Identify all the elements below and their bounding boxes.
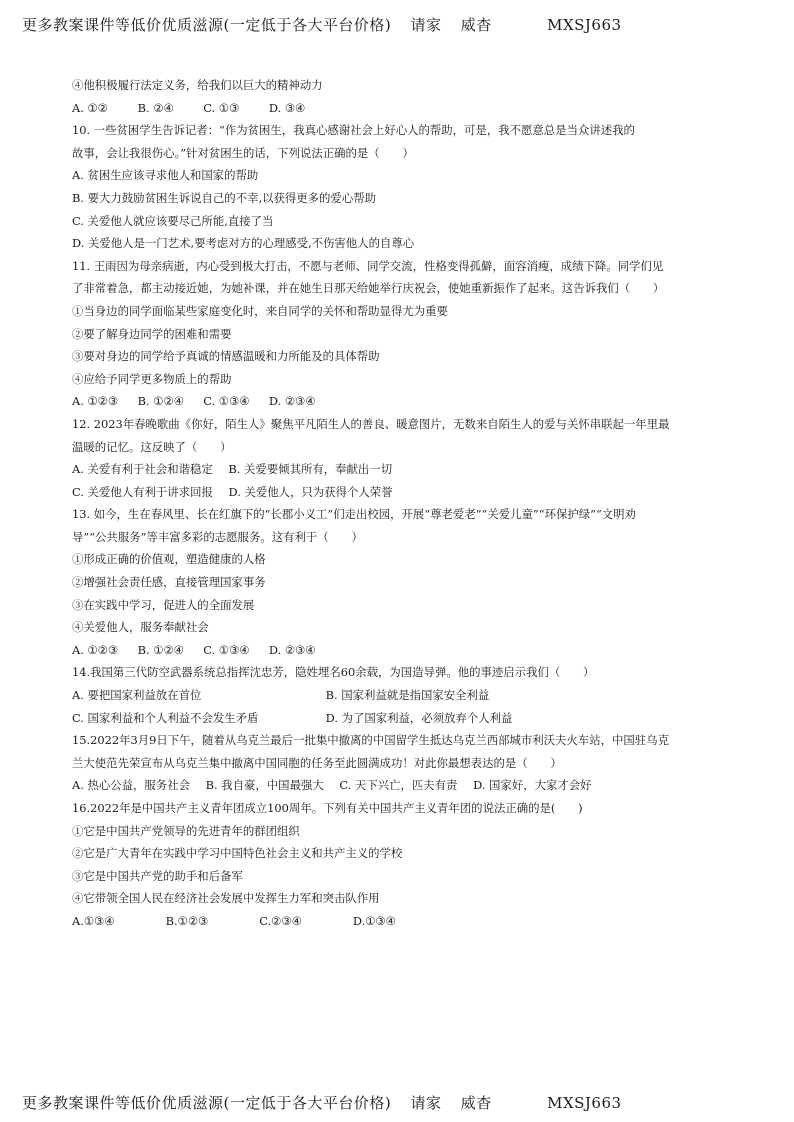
banner-code: MXSJ663 <box>547 1094 622 1112</box>
q12-options-ab <box>72 458 732 481</box>
q16-option-a: A.①③④ <box>72 913 115 928</box>
q14-option-b: B. 国家利益就是指国家安全利益 <box>325 688 490 703</box>
q11-item-4: ④应给予同学更多物质上的帮助 <box>72 371 232 386</box>
q15-stem-line-1: 15.2022年3月9日下午，随着从乌克兰最后一批集中撤离的中国留学生抵达乌克兰西部城市利沃夫火车站，中国驻乌克 <box>72 733 669 748</box>
q14-option-c: C. 国家利益和个人利益不会发生矛盾 <box>72 710 259 725</box>
q16-item-4: ④它带领全国人民在经济社会发展中发挥生力军和突击队作用 <box>72 891 380 906</box>
q15-options <box>72 774 732 797</box>
q9-option-c: C. ①③ <box>203 100 240 115</box>
q11-options <box>72 390 732 413</box>
q9-item-4: ④他积极履行法定义务，给我们以巨大的精神动力 <box>72 78 323 92</box>
q16-options <box>72 910 732 933</box>
q14-stem: 14.我国第三代防空武器系统总指挥沈忠芳，隐姓埋名60余载，为国造导弹。他的事迹启示我们（ ） <box>72 665 595 680</box>
q13-item-4: ④关爱他人，服务奉献社会 <box>72 620 209 635</box>
q13-option-b: B. ①②④ <box>137 642 184 657</box>
q10-option-c: C. 关爱他人就应该要尽己所能,直接了当 <box>72 213 274 228</box>
banner-part-2: 威杳 <box>460 1094 492 1112</box>
worksheet-content <box>72 74 732 933</box>
q15-option-c: C. 天下兴亡，匹夫有责 <box>339 778 458 793</box>
q14-options-ab <box>72 684 732 707</box>
header-banner <box>22 14 622 35</box>
q10-stem-line-2: 故事，会让我很伤心。”针对贫困生的话，下列说法正确的是（ ） <box>72 145 414 160</box>
q14-option-a: A. 要把国家利益放在首位 <box>72 688 202 703</box>
q11-stem-line-1: 11. 王雨因为母亲病逝，内心受到极大打击，不愿与老师、同学交流，性格变得孤僻，面容消瘦，成绩下降。同学们见 <box>72 258 664 273</box>
q11-option-a: A. ①②③ <box>72 394 119 409</box>
banner-part-1: 请家 <box>410 16 442 34</box>
q13-stem-line-2: 导”“公共服务”等丰富多彩的志愿服务。这有利于（ ） <box>72 529 363 544</box>
q16-item-3: ③它是中国共产党的助手和后备军 <box>72 868 243 883</box>
q9-option-b: B. ②④ <box>137 100 174 115</box>
q13-item-3: ③在实践中学习，促进人的全面发展 <box>72 597 255 612</box>
q9-option-a: A. ①② <box>72 100 108 115</box>
q13-item-1: ①形成正确的价值观，塑造健康的人格 <box>72 552 266 567</box>
q12-option-c: C. 关爱他人有利于讲求回报 <box>72 484 213 499</box>
q16-stem: 16.2022年是中国共产主义青年团成立100周年。下列有关中国共产主义青年团的说法正确的是( ) <box>72 801 583 815</box>
footer-banner <box>22 1092 622 1113</box>
q13-options <box>72 639 732 662</box>
q11-option-c: C. ①③④ <box>203 394 250 409</box>
q11-stem-line-2: 了非常着急，都主动接近她，为她补课，并在她生日那天给她举行庆祝会，使她重新振作了起来。这告诉我们（ ） <box>72 281 665 296</box>
q16-option-b: B.①②③ <box>165 913 209 928</box>
banner-main-text: 更多教案课件等低价优质滋源(一定低于各大平台价格) <box>22 1094 392 1112</box>
q11-item-3: ③要对身边的同学给予真诚的情感温暖和力所能及的具体帮助 <box>72 349 380 364</box>
q16-item-1: ①它是中国共产党领导的先进青年的群团组织 <box>72 823 300 838</box>
q12-option-b: B. 关爱要倾其所有，奉献出一切 <box>228 462 393 477</box>
q16-option-c: C.②③④ <box>259 913 302 928</box>
q10-stem-line-1: 10. 一些贫困学生告诉记者：“作为贫困生，我真心感谢社会上好心人的帮助，可是，我不愿意总是当众讲述我的 <box>72 123 635 138</box>
q14-option-d: D. 为了国家利益，必须放弃个人利益 <box>325 710 513 725</box>
q11-option-b: B. ①②④ <box>137 394 184 409</box>
q12-option-a: A. 关爱有利于社会和谐稳定 <box>72 462 213 477</box>
q10-option-b: B. 要大力鼓励贫困生诉说自己的不幸,以获得更多的爱心帮助 <box>72 190 376 205</box>
q12-option-d: D. 关爱他人，只为获得个人荣誉 <box>228 484 393 499</box>
q13-option-a: A. ①②③ <box>72 642 119 657</box>
q10-option-d: D. 关爱他人是一门艺术,要考虑对方的心理感受,不伤害他人的自尊心 <box>72 236 415 251</box>
q15-option-d: D. 国家好，大家才会好 <box>473 778 592 793</box>
banner-code: MXSJ663 <box>547 16 622 34</box>
q9-option-d: D. ③④ <box>268 100 306 115</box>
q13-stem-line-1: 13. 如今，生在春风里、长在红旗下的“长郡小义工”们走出校园，开展“尊老爱老”“关爱儿童”“环保护绿”“文明劝 <box>72 507 636 522</box>
q16-item-2: ②它是广大青年在实践中学习中国特色社会主义和共产主义的学校 <box>72 846 403 861</box>
banner-part-2: 威杳 <box>460 16 492 34</box>
q11-item-2: ②要了解身边同学的困难和需要 <box>72 326 232 341</box>
q13-item-2: ②增强社会责任感，直接管理国家事务 <box>72 575 266 590</box>
banner-main-text: 更多教案课件等低价优质滋源(一定低于各大平台价格) <box>22 16 392 34</box>
q13-option-d: D. ②③④ <box>268 642 316 657</box>
banner-part-1: 请家 <box>410 1094 442 1112</box>
q12-options-cd <box>72 481 732 504</box>
q12-stem-line-1: 12. 2023年春晚歌曲《你好，陌生人》聚焦平凡陌生人的善良、暖意图片，无数来自陌生人的爱与关怀串联起一年里最 <box>72 416 670 431</box>
q16-option-d: D.①③④ <box>352 913 396 928</box>
q14-options-cd <box>72 707 732 730</box>
q15-stem-line-2: 兰大使范先荣宣布从乌克兰集中撤离中国同胞的任务至此圆满成功！对此你最想表达的是（ ） <box>72 755 562 770</box>
q15-option-a: A. 热心公益，服务社会 <box>72 778 190 793</box>
q10-option-a: A. 贫困生应该寻求他人和国家的帮助 <box>72 168 259 183</box>
q9-options <box>72 97 732 120</box>
q11-option-d: D. ②③④ <box>268 394 316 409</box>
q11-item-1: ①当身边的同学面临某些家庭变化时，来自同学的关怀和帮助显得尤为重要 <box>72 303 448 318</box>
q15-option-b: B. 我自豪，中国最强大 <box>205 778 324 793</box>
q13-option-c: C. ①③④ <box>203 642 250 657</box>
q12-stem-line-2: 温暖的记忆。这反映了（ ） <box>72 439 232 454</box>
